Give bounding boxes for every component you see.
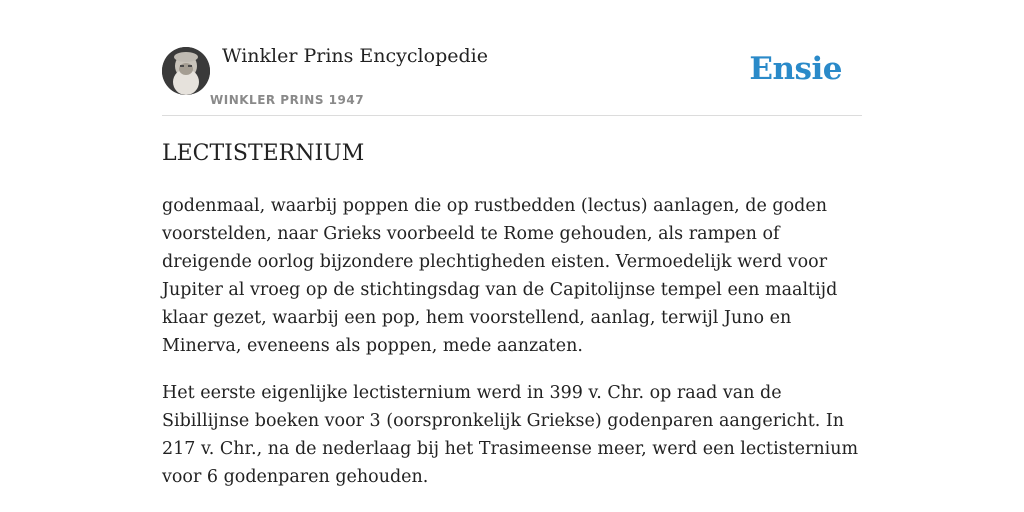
article-body <box>162 192 862 510</box>
source-name[interactable]: Winkler Prins Encyclopedie <box>222 45 488 67</box>
ensie-logo-link[interactable]: Ensie <box>749 51 842 87</box>
article-paragraph: godenmaal, waarbij poppen die op rustbedden (lectus) aanlagen, de goden voorstelden, naar Grieks voorbeeld te Rome gehouden, als rampen of dreigende oorlog bijzondere plechtigheden eisten. Vermoedelijk werd voor Jupiter al vroeg op de stichtingsdag van de Capitolijnse tempel een maaltijd klaar gezet, waarbij een pop, hem voorstellend, aanlag, terwijl Juno en Minerva, eveneens als poppen, mede aanzaten. <box>162 196 838 356</box>
article-paragraph: Het eerste eigenlijke lectisternium werd in 399 v. Chr. op raad van de Sibillijnse boeken voor 3 (oorspronkelijk Griekse) godenparen aangericht. In 217 v. Chr., na de nederlaag bij het Trasimeense meer, werd een lectisternium voor 6 godenparen gehouden. <box>162 383 859 487</box>
bearded-man-portrait-icon[interactable] <box>162 47 210 95</box>
article-title: LECTISTERNIUM <box>162 141 365 166</box>
header <box>162 40 862 116</box>
source-subtitle[interactable]: WINKLER PRINS 1947 <box>210 93 365 107</box>
